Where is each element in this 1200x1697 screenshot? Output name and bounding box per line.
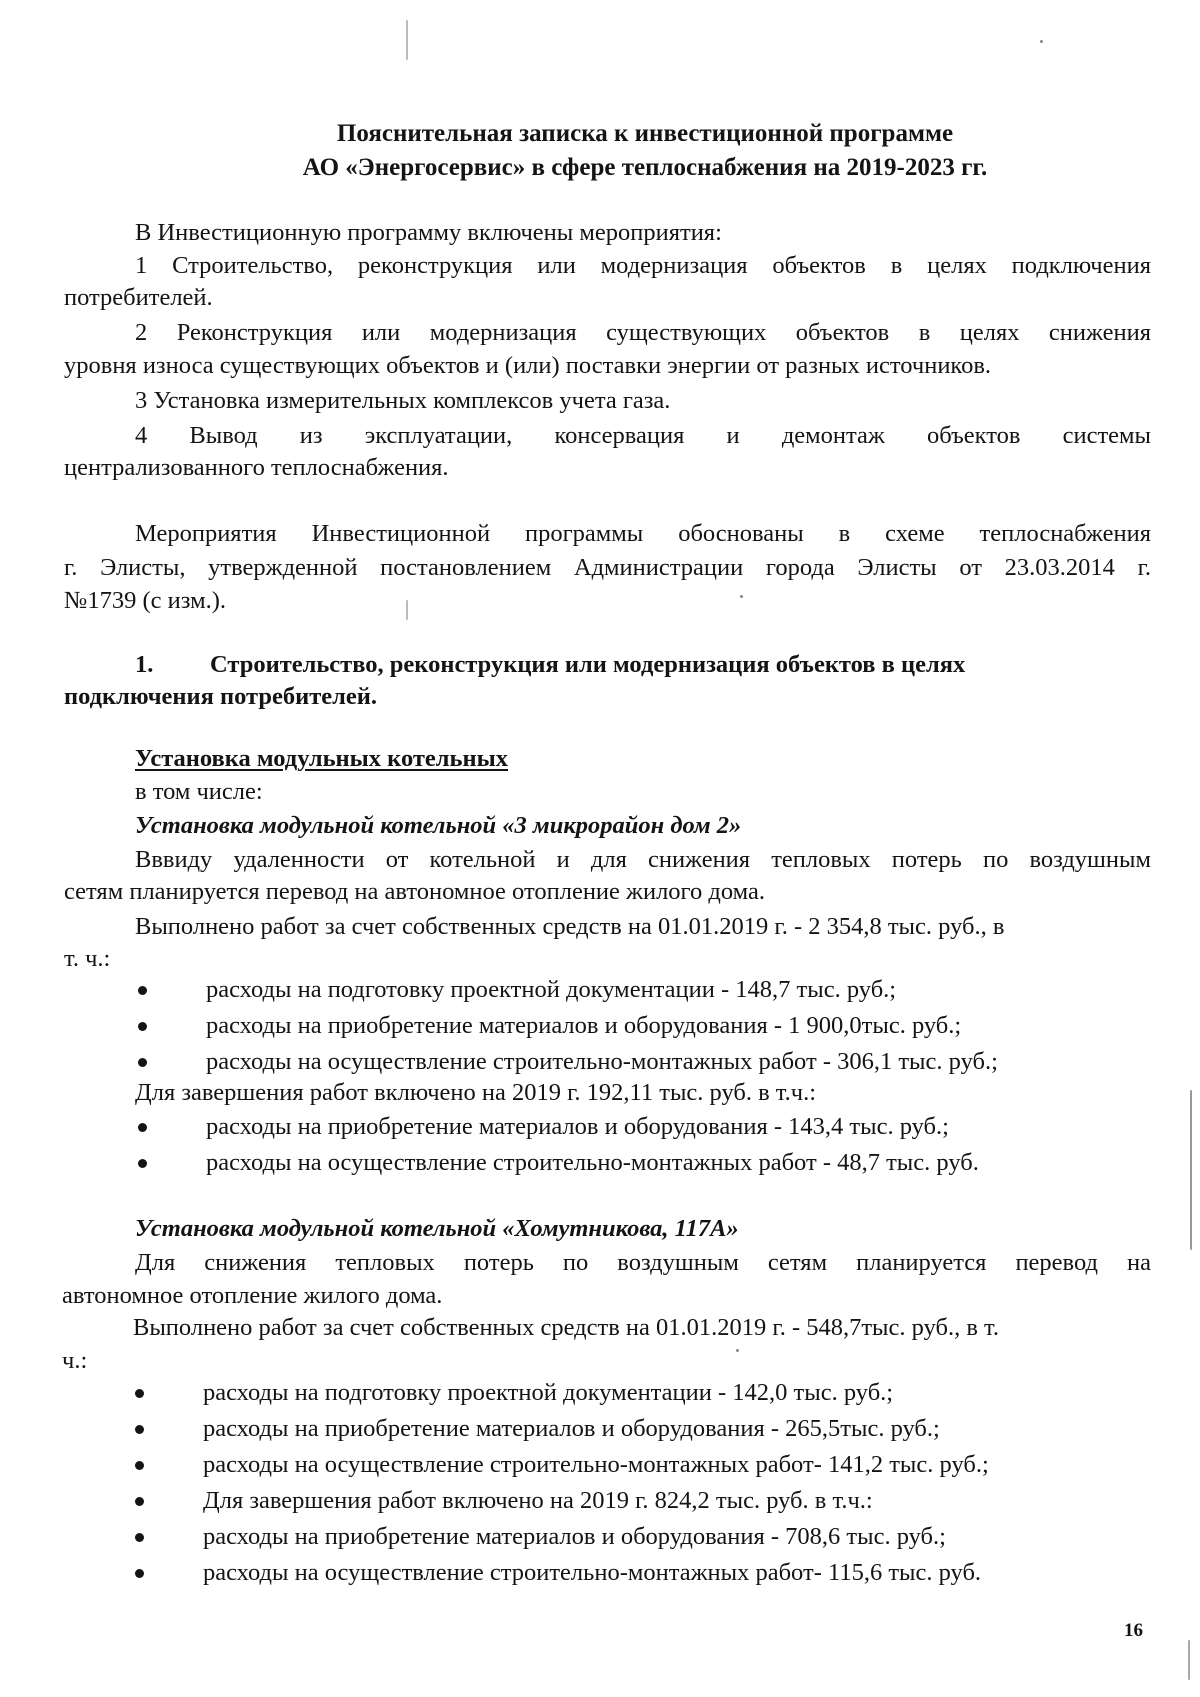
modular-sub: в том числе: <box>135 778 263 805</box>
bullet-marker <box>138 1159 147 1168</box>
scan-artifact <box>1190 1090 1192 1250</box>
project1-done-item: расходы на приобретение материалов и оборудования - 1 900,0тыс. руб.; <box>206 1012 962 1039</box>
document-title-line1: Пояснительная записка к инвестиционной программе <box>336 120 954 147</box>
project2-item: Для завершения работ включено на 2019 г. 824,2 тыс. руб. в т.ч.: <box>203 1487 873 1514</box>
scan-artifact <box>740 595 743 598</box>
section1-heading-line2: подключения потребителей. <box>64 683 378 710</box>
justification-line1: Мероприятия Инвестиционной программы обоснованы в схеме теплоснабжения <box>135 520 1151 547</box>
scan-artifact <box>1188 1640 1190 1680</box>
bullet-marker <box>138 1058 147 1067</box>
page-number: 16 <box>1124 1620 1143 1641</box>
bullet-marker <box>135 1533 144 1542</box>
justification-line3: №1739 (с изм.). <box>64 587 227 614</box>
document-title-line2: АО «Энергосервис» в сфере теплоснабжения на 2019-2023 гг. <box>302 154 988 181</box>
modular-heading: Установка модульных котельных <box>135 745 508 772</box>
project2-desc-line1: Для снижения тепловых потерь по воздушным сетям планируется перевод на <box>135 1249 1151 1276</box>
project2-desc-line2: автономное отопление жилого дома. <box>62 1282 443 1309</box>
project1-done-item: расходы на подготовку проектной документации - 148,7 тыс. руб.; <box>206 976 897 1003</box>
intro-item2-line2: уровня износа существующих объектов и (или) поставки энергии от разных источников. <box>64 352 992 379</box>
project1-remaining-item: расходы на приобретение материалов и оборудования - 143,4 тыс. руб.; <box>206 1113 949 1140</box>
bullet-marker <box>135 1389 144 1398</box>
bullet-marker <box>138 1123 147 1132</box>
intro-item2-line1: 2 Реконструкция или модернизация существующих объектов в целях снижения <box>135 319 1151 346</box>
intro-item1-line2: потребителей. <box>64 284 213 311</box>
project1-done-line2: т. ч.: <box>64 945 111 972</box>
scan-artifact <box>406 600 408 620</box>
intro-item1-line1: 1 Строительство, реконструкция или модернизация объектов в целях подключения <box>135 252 1151 279</box>
section1-heading-line1: Строительство, реконструкция или модернизация объектов в целях <box>210 651 966 678</box>
intro-item4-line2: централизованного теплоснабжения. <box>64 454 449 481</box>
project2-item: расходы на приобретение материалов и оборудования - 708,6 тыс. руб.; <box>203 1523 946 1550</box>
project2-title: Установка модульной котельной «Хомутникова, 117А» <box>135 1215 739 1242</box>
project1-title: Установка модульной котельной «3 микрорайон дом 2» <box>135 812 742 839</box>
project1-done-line1: Выполнено работ за счет собственных средств на 01.01.2019 г. - 2 354,8 тыс. руб., в <box>135 913 1005 940</box>
intro-item4-line1: 4 Вывод из эксплуатации, консервация и демонтаж объектов системы <box>135 422 1151 449</box>
scan-artifact <box>1040 40 1043 43</box>
intro-lead: В Инвестиционную программу включены мероприятия: <box>135 219 722 246</box>
project2-item: расходы на приобретение материалов и оборудования - 265,5тыс. руб.; <box>203 1415 940 1442</box>
project2-done-line2: ч.: <box>62 1347 88 1374</box>
bullet-marker <box>135 1461 144 1470</box>
project1-desc-line1: Вввиду удаленности от котельной и для снижения тепловых потерь по воздушным <box>135 846 1151 873</box>
bullet-marker <box>138 1022 147 1031</box>
bullet-marker <box>135 1425 144 1434</box>
intro-item3: 3 Установка измерительных комплексов учета газа. <box>135 387 671 414</box>
project2-item: расходы на подготовку проектной документации - 142,0 тыс. руб.; <box>203 1379 894 1406</box>
project1-done-item: расходы на осуществление строительно-монтажных работ - 306,1 тыс. руб.; <box>206 1048 998 1075</box>
project2-item: расходы на осуществление строительно-монтажных работ- 115,6 тыс. руб. <box>203 1559 982 1586</box>
project2-item: расходы на осуществление строительно-монтажных работ- 141,2 тыс. руб.; <box>203 1451 989 1478</box>
bullet-marker <box>138 986 147 995</box>
project2-done-line1: Выполнено работ за счет собственных средств на 01.01.2019 г. - 548,7тыс. руб., в т. <box>133 1314 1000 1341</box>
bullet-marker <box>135 1497 144 1506</box>
project1-remaining-item: расходы на осуществление строительно-монтажных работ - 48,7 тыс. руб. <box>206 1149 979 1176</box>
justification-line2: г. Элисты, утвержденной постановлением Администрации города Элисты от 23.03.2014 г. <box>64 554 1151 581</box>
scan-artifact <box>406 20 408 60</box>
scan-artifact <box>736 1349 739 1352</box>
project1-remaining: Для завершения работ включено на 2019 г. 192,11 тыс. руб. в т.ч.: <box>135 1079 817 1106</box>
project1-desc-line2: сетям планируется перевод на автономное отопление жилого дома. <box>64 878 765 905</box>
bullet-marker <box>135 1569 144 1578</box>
section1-number: 1. <box>135 651 154 678</box>
